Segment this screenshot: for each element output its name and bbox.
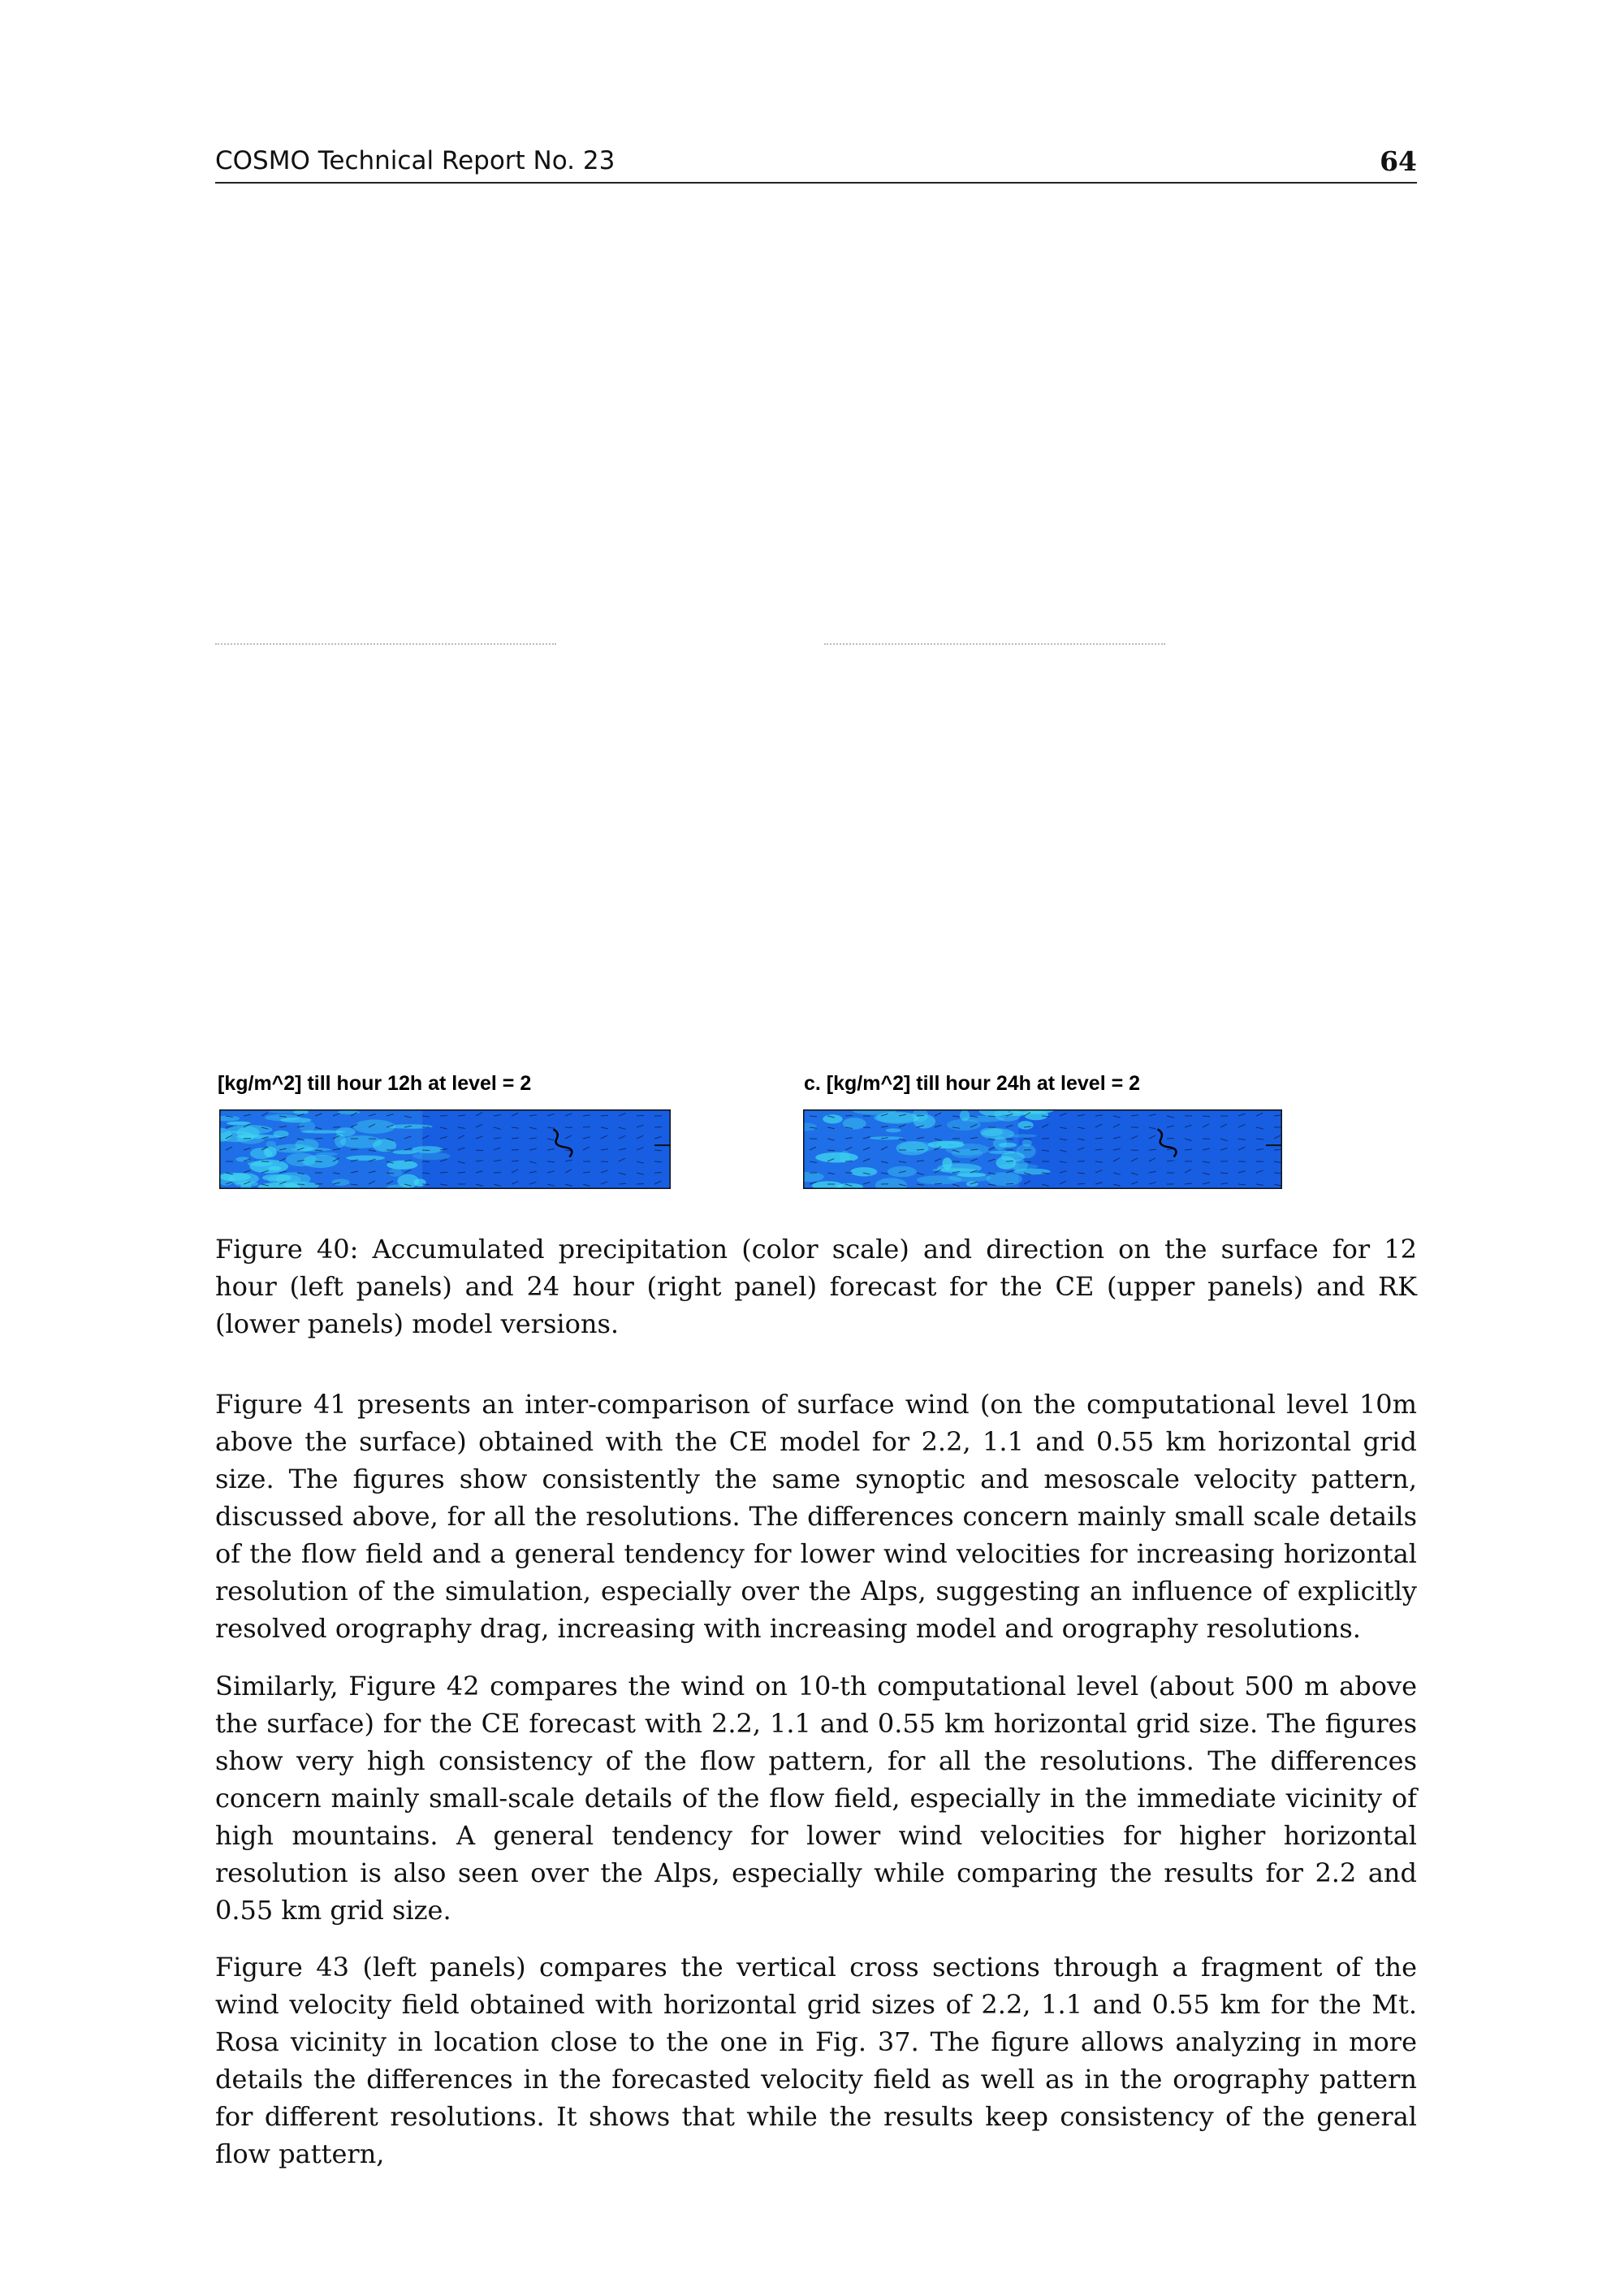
- precip-blob: [412, 1152, 450, 1160]
- paragraph-1: Figure 41 presents an inter-comparison of surface wind (on the computational level 10m above the surface) obtained with the CE model for 2.2, 1.1 and 0.55 km horizontal grid size. The figures show consistently the same synoptic and mesoscale velocity pattern, discussed above, for all the resolutions. The differences concern mainly small scale details of the flow field and a general tendency for lower wind velocities for increasing horizontal resolution of the simulation, especially over the Alps, suggesting an influence of explicitly resolved orography drag, increasing with increasing model and orography resolutions.: [215, 1389, 1417, 1644]
- wind-arrow: [917, 1115, 924, 1116]
- wind-arrow: [315, 1138, 322, 1139]
- precip-blob: [896, 1141, 928, 1155]
- precip-blob: [235, 1157, 249, 1161]
- precip-blob: [335, 1127, 356, 1136]
- precip-blob: [989, 1151, 1016, 1154]
- wind-arrow: [1274, 1173, 1281, 1174]
- precip-blob: [886, 1128, 901, 1132]
- panel-title-left: [kg/m^2] till hour 12h at level = 2: [218, 1072, 532, 1095]
- wind-arrow: [1274, 1149, 1281, 1150]
- faint-panel-label-right: [824, 635, 1165, 645]
- precip-blob: [942, 1157, 952, 1170]
- precip-blob: [268, 1166, 281, 1171]
- wind-arrow: [422, 1184, 430, 1185]
- precip-blob: [316, 1152, 338, 1157]
- wind-arrow: [458, 1172, 465, 1173]
- wind-arrow: [845, 1115, 853, 1116]
- wind-arrow: [315, 1161, 322, 1162]
- precip-map-right: [803, 1109, 1282, 1189]
- precip-map-left: [219, 1109, 671, 1189]
- precip-blob: [952, 1149, 983, 1159]
- figure-caption: Figure 40: Accumulated precipitation (color scale) and direction on the surface for 12 hour (left panels) and 24 hour (right panel) forecast for the CE (upper panels) and RK (lower panels) model versions.: [215, 1234, 1417, 1339]
- precip-blob: [1017, 1121, 1033, 1130]
- report-title: COSMO Technical Report No. 23: [215, 146, 615, 175]
- precip-blob: [248, 1161, 273, 1167]
- wind-arrow: [637, 1115, 644, 1116]
- precip-blob: [387, 1161, 417, 1170]
- paragraph-3: Figure 43 (left panels) compares the vertical cross sections through a fragment of the wind velocity field obtained with horizontal grid sizes of 2.2, 1.1 and 0.55 km for the Mt. Rosa vicinity in location close to the one in Fig. 37. The figure allows analyzing in more details the differences in the forecasted velocity field as well as in the orography pattern for different resolutions. It shows that while the results keep consistency of the general flow pattern,: [215, 1952, 1417, 2169]
- precip-blob: [823, 1114, 842, 1123]
- precip-blob: [987, 1172, 1022, 1186]
- precip-blob: [993, 1136, 1007, 1150]
- precip-blob: [888, 1166, 917, 1177]
- precip-blob: [412, 1146, 443, 1153]
- precip-blob: [1012, 1159, 1028, 1170]
- wind-arrow: [1006, 1183, 1013, 1184]
- precip-blob: [948, 1141, 964, 1144]
- precip-blob: [229, 1173, 259, 1184]
- precip-blob: [332, 1179, 350, 1186]
- precip-blob: [1024, 1110, 1048, 1121]
- precip-blob: [280, 1118, 312, 1123]
- precip-blob: [389, 1169, 402, 1177]
- paragraph-2: Similarly, Figure 42 compares the wind on 10-th computational level (about 500 m above the surface) for the CE forecast with 2.2, 1.1 and 0.55 km horizontal grid size. The figures show very high consistency of the flow pattern, for all the resolutions. The differences concern mainly small-scale details of the flow field, especially in the immediate vicinity of high mountains. A general tendency for lower wind velocities for higher horizontal resolution is also seen over the Alps, especially while comparing the results for 2.2 and 0.55 km grid size.: [215, 1671, 1417, 1926]
- wind-arrow: [565, 1127, 572, 1128]
- precip-blob: [850, 1167, 877, 1176]
- precip-blob: [346, 1156, 385, 1161]
- panel-title-right: c. [kg/m^2] till hour 24h at level = 2: [804, 1072, 1141, 1095]
- wind-arrow: [601, 1161, 608, 1162]
- faint-panel-label-left: [215, 635, 556, 645]
- precip-blob: [948, 1174, 991, 1182]
- running-header: [215, 140, 1417, 184]
- precip-blob: [291, 1148, 330, 1152]
- wind-arrow: [1078, 1183, 1085, 1184]
- page-number: 64: [1380, 145, 1417, 177]
- precip-blob: [293, 1110, 309, 1114]
- precip-blob: [227, 1122, 251, 1126]
